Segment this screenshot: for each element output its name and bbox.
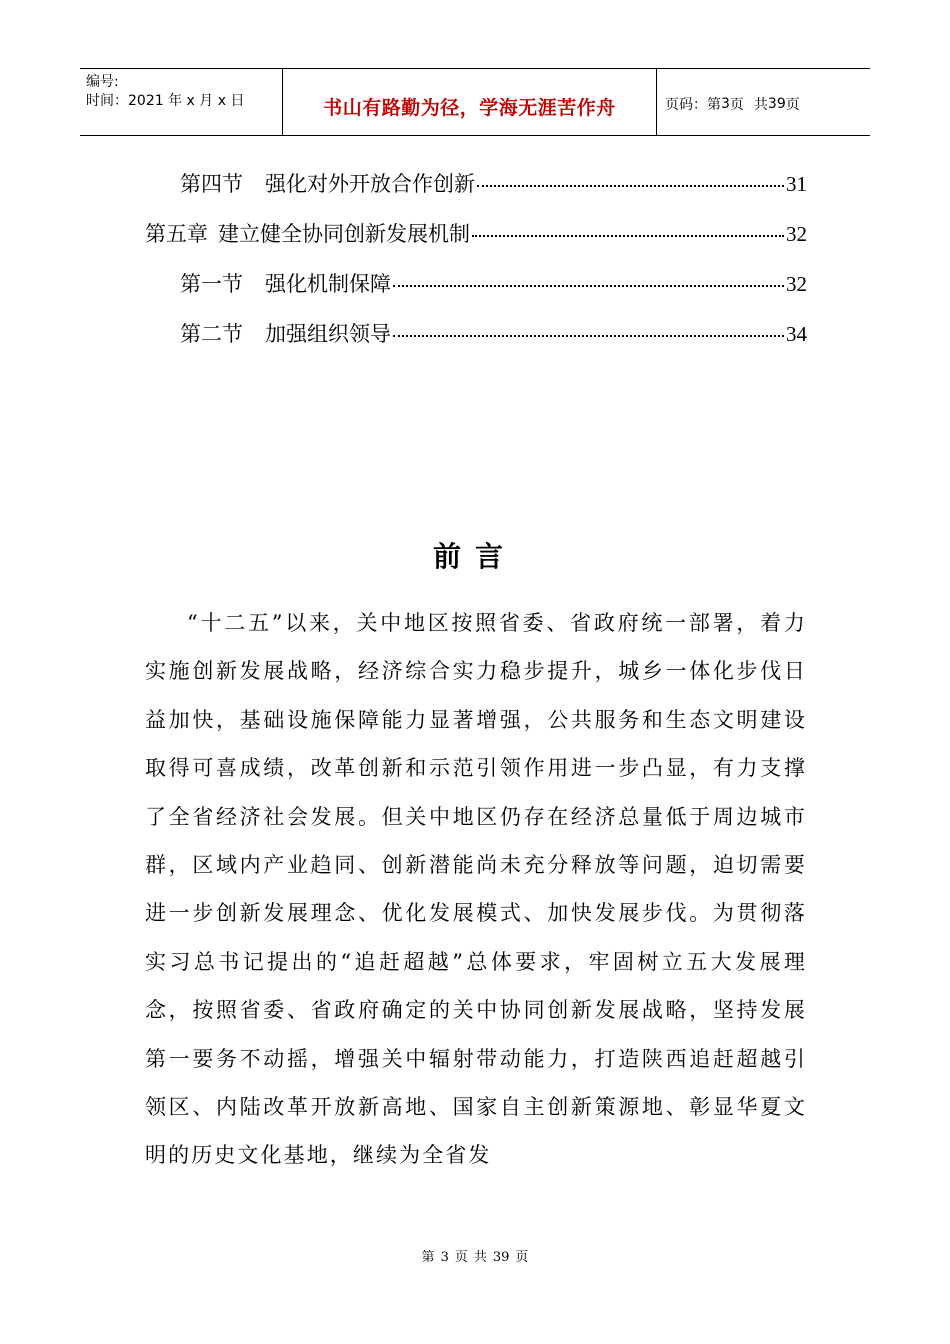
header-motto: 书山有路勤为径，学海无涯苦作舟 [323, 96, 616, 119]
footer-total-unit: 页 [515, 1250, 529, 1265]
header-motto-cell [282, 69, 657, 135]
footer-total-prefix: 共 [473, 1250, 487, 1265]
toc-entry[interactable] [145, 268, 807, 318]
toc-leader-dots [393, 285, 784, 287]
page-number: 3 [721, 96, 730, 112]
toc-chapter-number: 第五章 [145, 222, 208, 246]
toc-page-number: 32 [786, 272, 807, 296]
toc-page-number: 34 [786, 322, 807, 346]
toc-entry[interactable] [145, 318, 807, 368]
toc-section-number: 第二节 [180, 322, 243, 346]
toc-page-number: 31 [786, 172, 807, 196]
footer-prefix: 第 [421, 1250, 435, 1265]
toc-entry[interactable] [145, 168, 807, 218]
doc-number-label: 编号: [86, 74, 119, 90]
toc-leader-dots [472, 235, 784, 237]
toc-chapter-title: 建立健全协同创新发展机制 [218, 222, 470, 246]
page-header [80, 68, 870, 136]
total-label: 共 [753, 97, 768, 113]
toc-leader-dots [393, 335, 784, 337]
page-unit: 页 [729, 97, 744, 113]
date-label: 时间：2021 年 x 月 x 日 [86, 93, 245, 109]
page-label: 页码：第 [665, 97, 721, 113]
toc-section-number: 第四节 [180, 172, 243, 196]
total-unit: 页 [785, 97, 800, 113]
footer-page-unit: 页 [454, 1250, 468, 1265]
footer-total-pages: 39 [492, 1250, 510, 1265]
table-of-contents [145, 168, 807, 368]
toc-section-title: 强化机制保障 [265, 272, 391, 296]
toc-entry[interactable] [145, 218, 807, 268]
header-page-info [657, 69, 870, 135]
toc-section-title: 强化对外开放合作创新 [265, 172, 475, 196]
toc-section-number: 第一节 [180, 272, 243, 296]
page-footer [0, 1246, 950, 1265]
preface-heading: 前言 [432, 540, 517, 573]
header-meta [80, 69, 282, 135]
preface-paragraph: “十二五”以来，关中地区按照省委、省政府统一部署，着力实施创新发展战略，经济综合实力稳步提升，城乡一体化步伐日益加快，基础设施保障能力显著增强，公共服务和生态文明建设取得可喜成绩，改革创新和示范引领作用进一步凸显，有力支撑了全省经济社会发展。但关中地区仍存在经济总量低于周边城市群，区域内产业趋同、创新潜能尚未充分释放等问题，迫切需要进一步创新发展理念、优化发展模式、加快发展步伐。为贯彻落实习总书记提出的“追赶超越”总体要求，牢固树立五大发展理念，按照省委、省政府确定的关中协同创新发展战略，坚持发展第一要务不动摇，增强关中辐射带动能力，打造陕西追赶超越引领区、内陆改革开放新高地、国家自主创新策源地、彰显华夏文明的历史文化基地，继续为全省发 [145, 611, 807, 1168]
total-pages: 39 [767, 96, 786, 112]
toc-section-title: 加强组织领导 [265, 322, 391, 346]
toc-leader-dots [477, 185, 784, 187]
footer-page-number: 3 [440, 1250, 449, 1265]
toc-page-number: 32 [786, 222, 807, 246]
